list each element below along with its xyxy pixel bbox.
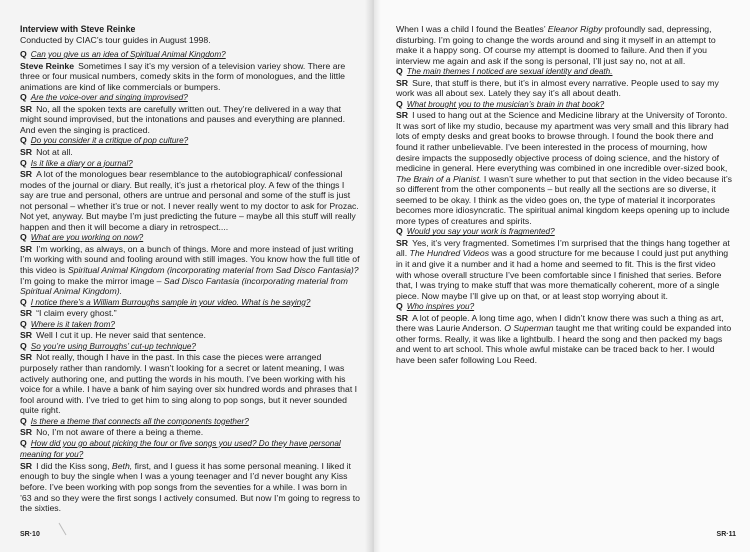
interview-answer	[20, 427, 360, 438]
italic-title-text: Sad Disco Fantasia (incorporating material from Spiritual Animal Kingdom).	[20, 275, 348, 297]
question-text: Where is it taken from?	[30, 319, 115, 329]
question-marker: Q	[20, 49, 27, 60]
interview-answer	[396, 110, 732, 226]
speaker-label: SR	[20, 243, 33, 254]
interview-question	[396, 301, 732, 313]
question-text: What brought you to the musician’s brain in that book?	[406, 99, 605, 109]
question-marker: Q	[20, 232, 27, 243]
question-text: Is there a theme that connects all the components together?	[30, 416, 249, 426]
answer-text: Sometimes I say it’s my version of a television variey show. There are three or four musical numbers, comedy skits in the form of monologues, and the little animations are kind of like commercials or bumpers.	[20, 60, 346, 92]
answer-text: When I was a child I found the Beatles’	[396, 24, 548, 34]
speaker-label: SR	[396, 312, 409, 323]
answer-text: taught me that writing could be expanded into other forms. Really, it was like a lightbulb. I heard the song and then packed my bags and went to art school. This whole awful mistake can be traced back to her. I would have been safer following Lou Reed.	[396, 323, 732, 365]
answer-text: A lot of people. A long time ago, when I didn’t know there was such a thing as art, there was Laurie Anderson.	[396, 312, 724, 334]
answer-text: A lot of the monologues bear resemblance to the autobiographical/ confessional modes of the journal or diary. But really, it’s just a rhetorical ploy. A few of the things I say are true and personal, others are untrue and personal and some of the stuff is just not personal – whether it’s true or not. I never really went to my doctor to ask for Prozac. Not yet, anyway. But maybe I’m just predicting the future – maybe all this stuff will really happen and then it will become a diary in retrospect....	[20, 169, 359, 232]
right-column	[396, 24, 732, 366]
answer-text: I used to hang out at the Science and Medicine library at the University of Toronto. It was sort of like my studio, because my apartment was very small and this library had lots of empty desks and great books to browse through. I found the book there and found it rather unbelievable. I’ve been interested in the process of mourning, how desire impacts the supposedly objective process of doing science, and the history of medicine in general. Here everything was combined in one incredible over-sized book,	[396, 110, 729, 174]
question-marker: Q	[396, 301, 403, 312]
pen-mark	[59, 523, 67, 536]
interview-answer	[20, 244, 360, 297]
italic-title-text: Beth,	[111, 460, 133, 471]
speaker-label: SR	[20, 460, 33, 471]
left-page	[0, 0, 372, 552]
right-page	[372, 0, 750, 552]
question-marker: Q	[20, 92, 27, 103]
question-marker: Q	[396, 66, 403, 77]
speaker-label: SR	[20, 427, 33, 438]
interview-question	[20, 92, 360, 104]
question-text: Do you consider it a critique of pop culture?	[30, 136, 189, 146]
interview-question	[20, 438, 360, 461]
interview-question	[20, 232, 360, 244]
interview-answer	[396, 24, 732, 66]
interview-question	[20, 297, 360, 309]
answer-text: Yes, it’s very fragmented. Sometimes I’m surprised that the things hang together at all.	[396, 237, 730, 259]
question-text: Would you say your work is fragmented?	[406, 227, 555, 237]
question-text: Who inspires you?	[406, 302, 475, 312]
speaker-label: SR	[396, 77, 409, 88]
interview-question	[396, 66, 732, 78]
interview-question	[20, 341, 360, 353]
italic-title-text: The Brain of a Pianist.	[396, 173, 482, 184]
answer-text: “I claim every ghost.”	[36, 308, 117, 319]
answer-text: Not at all.	[36, 147, 73, 158]
right-interview-body	[396, 24, 732, 366]
interview-answer	[20, 352, 360, 415]
question-marker: Q	[20, 318, 27, 329]
italic-title-text: O Superman	[504, 323, 554, 334]
speaker-label: SR	[20, 147, 33, 158]
question-marker: Q	[20, 437, 27, 448]
interview-question	[20, 158, 360, 170]
interview-question	[396, 226, 732, 238]
answer-text: I did the Kiss song,	[36, 460, 112, 471]
answer-text: profoundly sad, depressing, disturbing. I’m going to change the words around and sing it myself in an attempt to make it a happy song. Of course my attempt is doomed to failure. And then if you interview me again and ask if the song is personal, I’ll just say no, not at all.	[396, 24, 716, 66]
answer-text: was a good structure for me because I could just put anything in it and give it a number and it had a home and seemed to fit. This is the first video with whose overall structure I’ve been comfortable since I finished that series. Before that, I was trying to make stuff that was more thematically coherent, more of a single piece. Now maybe I’ll give up on that, or at least stop worrying about it.	[396, 248, 729, 301]
interview-credit: Conducted by CIAC’s tour guides in August 1998.	[20, 34, 211, 45]
question-text: What are you working on now?	[30, 233, 144, 243]
interview-answer	[20, 330, 360, 341]
answer-text: No, I’m not aware of there a being a theme.	[36, 427, 204, 438]
interview-question	[20, 319, 360, 331]
question-text: Are the voice-over and singing improvised?	[30, 93, 188, 103]
interview-title: Interview with Steve Reinke	[20, 24, 136, 34]
left-column	[20, 24, 360, 514]
page-number-right: SR·11	[716, 531, 736, 538]
page-number-left: SR·10	[20, 531, 40, 538]
speaker-label: SR	[20, 169, 33, 180]
italic-title-text: Eleanor Rigby	[547, 24, 603, 34]
question-text: The main themes I noticed are sexual identity and death.	[406, 67, 613, 77]
interview-question	[396, 99, 732, 111]
question-marker: Q	[20, 135, 27, 146]
italic-title-text: The Hundred Videos	[409, 248, 490, 259]
speaker-label: SR	[20, 330, 33, 341]
interview-question	[20, 416, 360, 428]
interview-answer	[20, 169, 360, 232]
speaker-label: SR	[20, 103, 33, 114]
interview-answer	[396, 78, 732, 99]
speaker-label: Steve Reinke	[20, 60, 75, 71]
interview-answer	[20, 308, 360, 319]
answer-text: I wasn’t sure whether to put that section in the video because it’s so different from the other components – but really all the sections are so diverse, it seemed to be okay. I think as the video goes on, the type of material it incorporates becomes more idiosyncratic. The spiritual animal kingdom keeps opening up to include more types of creatures and spirits.	[396, 173, 732, 226]
question-marker: Q	[20, 296, 27, 307]
question-text: Can you give us an idea of Spiritual Animal Kingdom?	[30, 50, 226, 60]
interview-answer	[20, 104, 360, 136]
question-marker: Q	[20, 157, 27, 168]
question-marker: Q	[20, 340, 27, 351]
interview-answer	[396, 238, 732, 301]
answer-text: Sure, that stuff is there, but it’s in almost every narrative. People used to say my work was all about sex. Lately they say it’s all about death.	[396, 77, 719, 99]
interview-answer	[20, 147, 360, 158]
speaker-label: SR	[20, 308, 33, 319]
speaker-label: SR	[396, 110, 409, 121]
interview-answer	[20, 461, 360, 514]
interview-answer	[396, 313, 732, 366]
question-text: How did you go about picking the four or five songs you used? Do they have personal meaning for you?	[20, 438, 341, 460]
question-text: So you’re using Burroughs’ cut-up technique?	[30, 341, 196, 351]
interview-question	[20, 135, 360, 147]
question-marker: Q	[396, 226, 403, 237]
question-marker: Q	[20, 415, 27, 426]
left-interview-body	[20, 49, 360, 514]
answer-text: Well I cut it up. He never said that sentence.	[36, 330, 206, 341]
question-marker: Q	[396, 98, 403, 109]
question-text: Is it like a diary or a journal?	[30, 158, 133, 168]
answer-text: I’m working, as always, on a bunch of things. More and more instead of just writing I’m working with sound and fooling around with still images. You know how the full title of this video is	[20, 243, 360, 276]
book-gutter	[365, 0, 381, 552]
interview-question	[20, 49, 360, 61]
interview-answer	[20, 61, 360, 93]
answer-text: first, and I guess it has some personal meaning. I liked it enough to buy the single when I was a young teenager and I’d never bought any Kiss before. I’ve been working with pop songs from the seventies for a while. I was born in ’63 and so they were the first songs I actively consumed. But now I’m going to regress to the sixties.	[20, 460, 360, 514]
italic-title-text: Spiritual Animal Kingdom (incorporating material from Sad Disco Fantasia)?	[67, 265, 359, 276]
answer-text: Not really, though I have in the past. In this case the pieces were arranged purposely rather than randomly. I wasn’t looking for a secret or latent meaning, I was actively authoring one, and putting the words in his mouth. I’ve been working with his voice for a while. I have a bank of him saying over six hundred words and phrases that I fool around with. I’ve tried to get him to sing along to pop songs, but it never sounded quite right.	[20, 352, 358, 416]
answer-text: I’m going to make the mirror image –	[20, 275, 164, 286]
question-text: I notice there’s a William Burroughs sample in your video. What is he saying?	[30, 297, 311, 307]
speaker-label: SR	[20, 352, 33, 363]
answer-text: No, all the spoken texts are carefully written out. They’re delivered in a way that might sound improvised, but the intonations and pauses and everything are planned. And even the singing is practiced.	[20, 103, 346, 135]
speaker-label: SR	[396, 237, 409, 248]
